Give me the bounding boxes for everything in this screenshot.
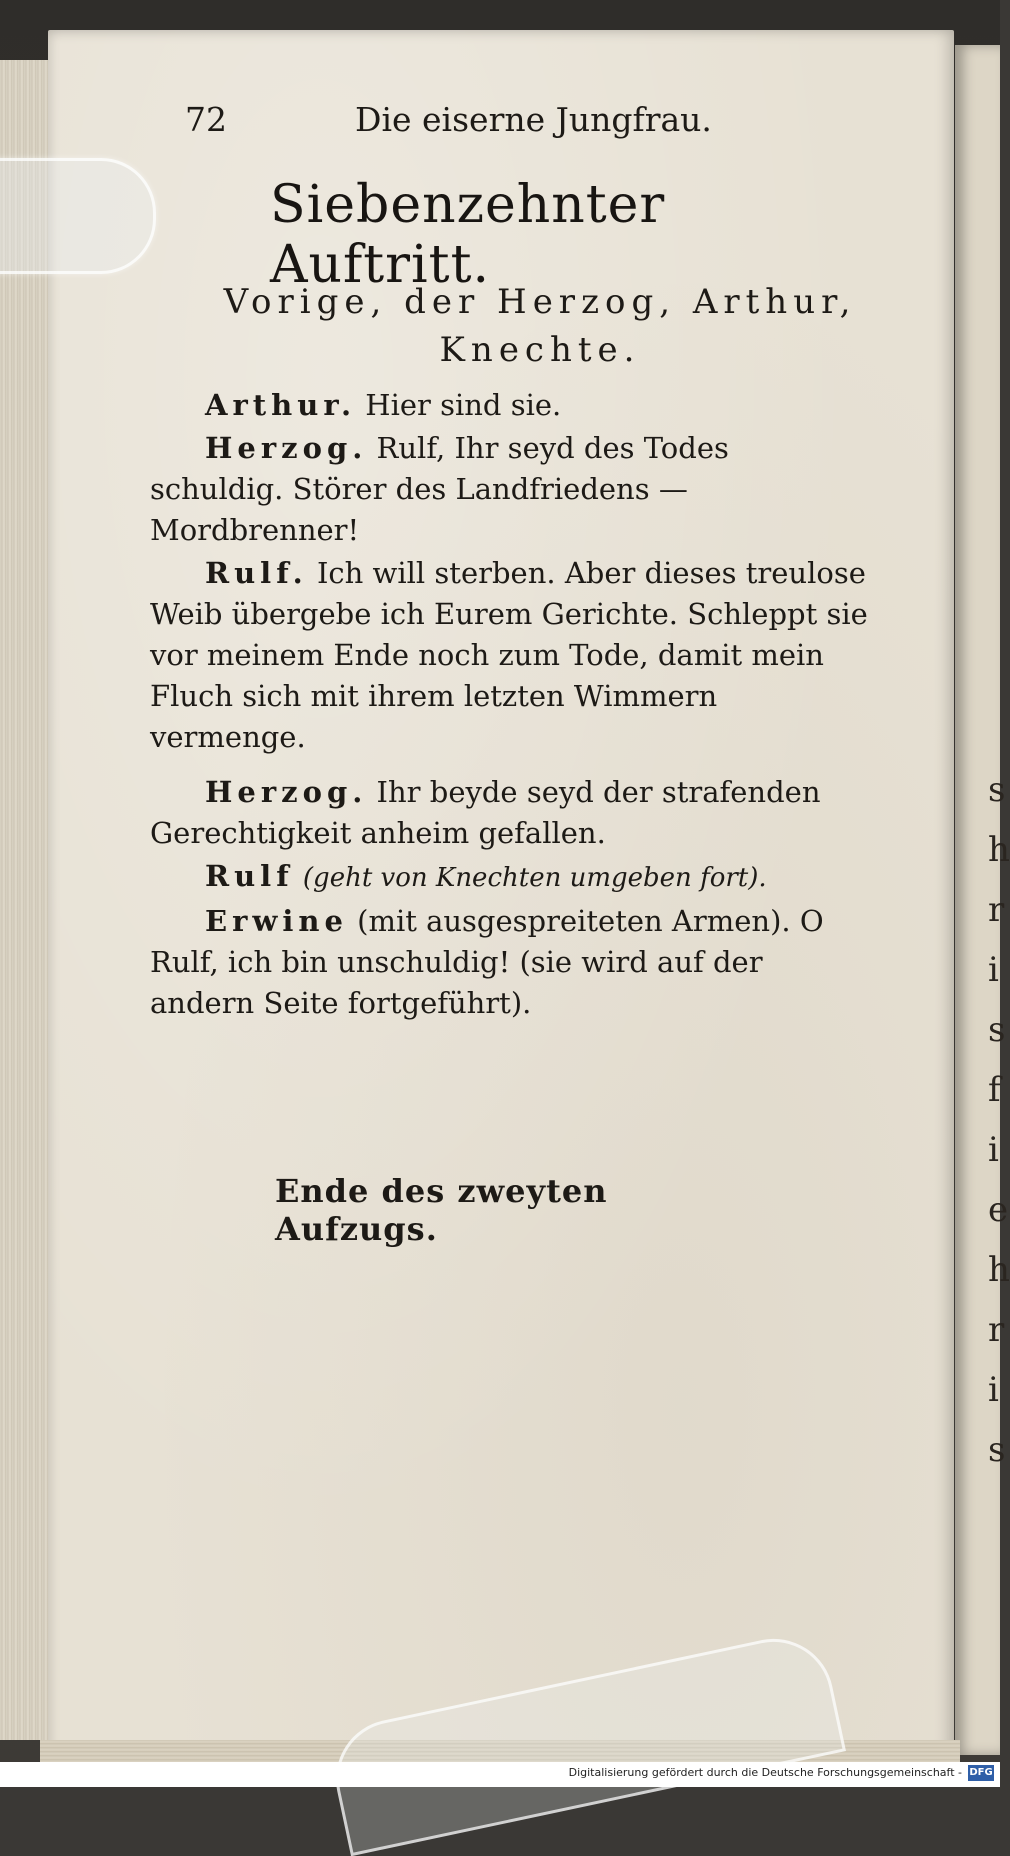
running-head: Die eiserne Jungfrau.	[355, 100, 712, 139]
speech-text: Hier sind sie.	[365, 388, 562, 422]
page-header	[185, 100, 745, 160]
dfg-logo: DFG	[968, 1765, 994, 1781]
facing-page-text-fragments: s h r i s f i e h r i s	[988, 770, 1010, 1470]
stage-direction: (geht von Knechten umgeben fort).	[302, 863, 767, 893]
speaker-name: Rulf	[205, 859, 294, 893]
dialogue-paragraph	[150, 385, 870, 426]
dialogue-paragraph	[150, 856, 870, 899]
dialogue-paragraph	[150, 428, 870, 551]
plastic-page-clip	[0, 158, 156, 274]
dialogue-block	[150, 385, 870, 1026]
speaker-name: Arthur.	[205, 388, 357, 422]
cast-list	[200, 278, 880, 374]
dialogue-paragraph	[150, 901, 870, 1024]
cast-line: Knechte.	[439, 330, 641, 370]
page-edge-stack	[0, 60, 53, 1740]
speech-text: (mit ausgespreiteten Armen). O Rulf, ich bin unschuldig! (sie wird auf der andern Seite fortgeführt).	[150, 904, 824, 1020]
page-number: 72	[185, 100, 227, 139]
dialogue-paragraph	[150, 553, 870, 758]
cast-line: Vorige, der Herzog, Arthur,	[223, 282, 857, 322]
speech-text: Ihr beyde seyd der strafenden Gerechtigkeit anheim gefallen.	[150, 775, 821, 850]
speech-text: Ich will sterben. Aber dieses treulose Weib übergebe ich Eurem Gerichte. Schleppt sie vor meinem Ende noch zum Tode, damit mein Fluch sich mit ihrem letzten Wimmern vermenge.	[150, 556, 868, 754]
funding-credit: Digitalisierung gefördert durch die Deutsche Forschungsgemeinschaft -	[568, 1766, 962, 1779]
scene-title: Siebenzehnter Auftritt.	[270, 175, 666, 295]
speaker-name: Rulf.	[205, 556, 308, 590]
dialogue-paragraph	[150, 772, 870, 854]
act-end-line: Ende des zweyten Aufzugs.	[275, 1172, 608, 1248]
speaker-name: Herzog.	[205, 775, 368, 809]
speaker-name: Herzog.	[205, 431, 368, 465]
speaker-name: Erwine	[205, 904, 348, 938]
speech-text: Rulf, Ihr seyd des Todes schuldig. Störer des Landfriedens — Mordbrenner!	[150, 431, 729, 547]
